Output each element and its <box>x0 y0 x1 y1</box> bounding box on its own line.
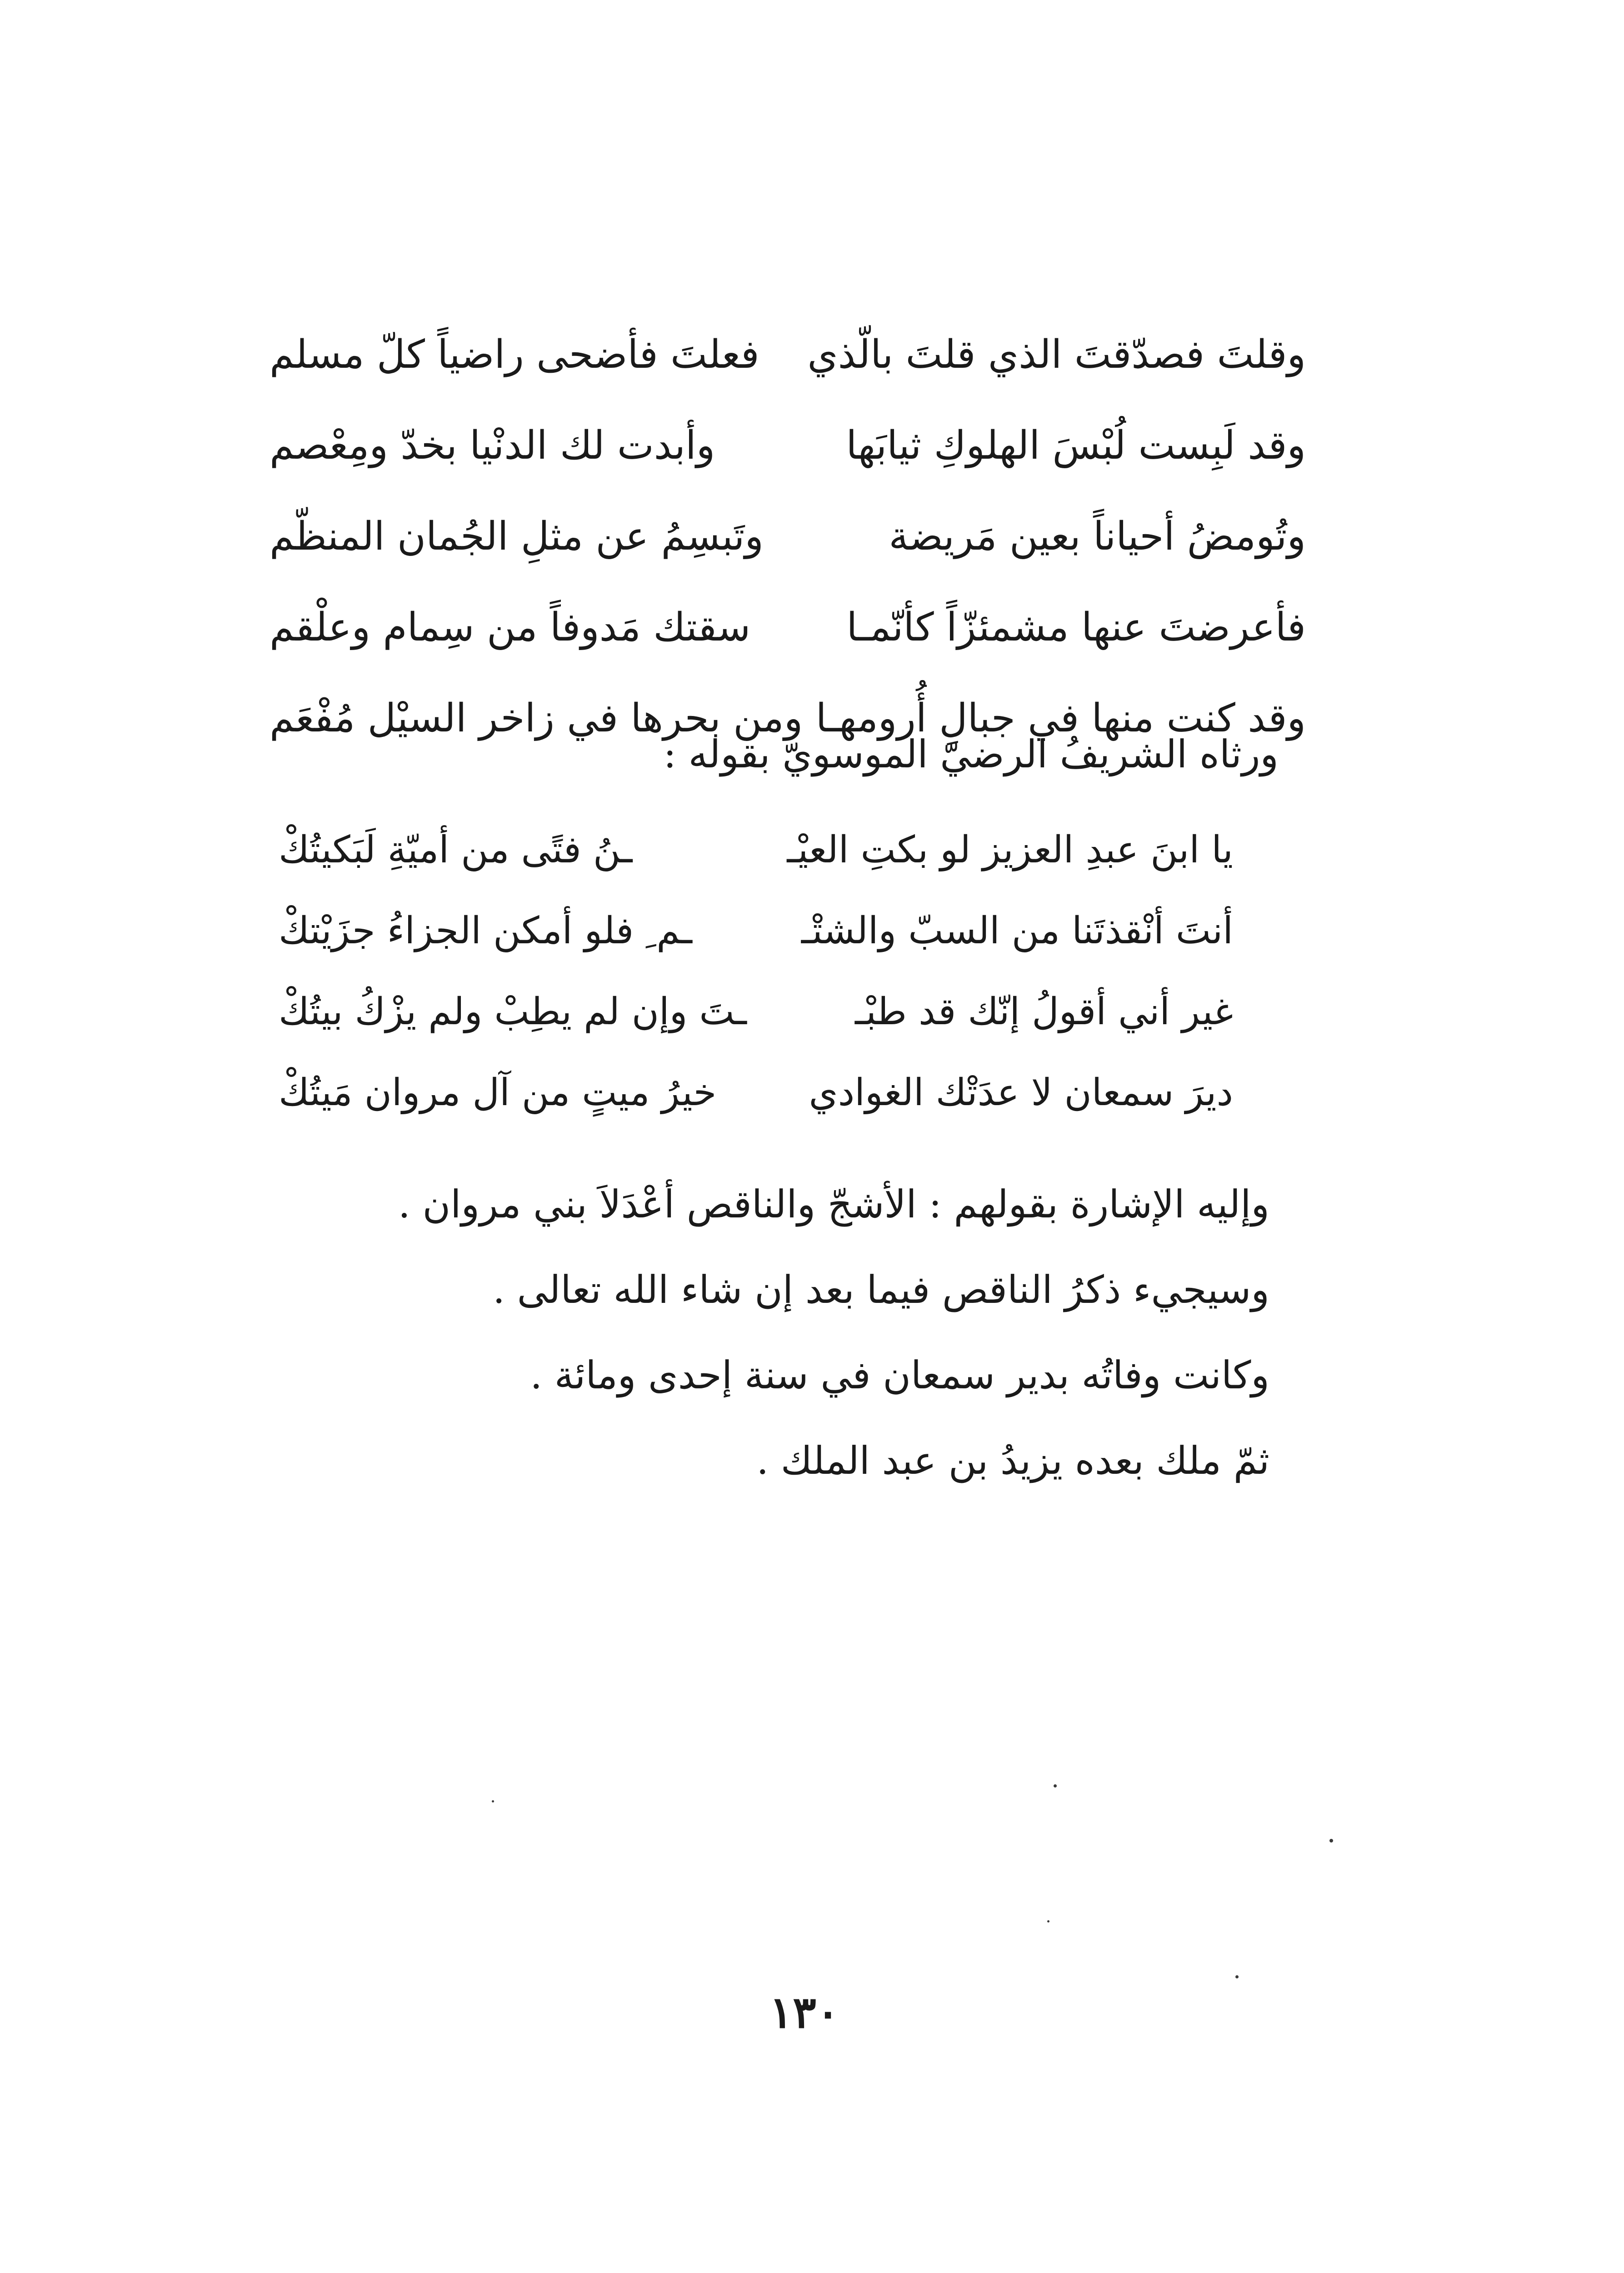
elegy-intro: ورثاه الشريفُ الرضيّ الموسويّ بقوله : <box>663 732 1279 776</box>
verse-second-hemistich: ومن بحرها في زاخر السيْل مُفْعَم <box>270 696 803 741</box>
verse-second-hemistich: سقتك مَدوفاً من سِمام وعلْقم <box>270 605 751 650</box>
scan-speck <box>492 1800 494 1802</box>
verse-first-hemistich: وقلتَ فصدّقتَ الذي قلتَ بالّذي <box>807 332 1306 377</box>
verse-first-hemistich: فأعرضتَ عنها مشمئزّاً كأنّمـا <box>846 605 1306 650</box>
verse <box>270 582 1306 673</box>
note-line: وسيجيء ذكرُ الناقص فيما بعد إن شاء الله تعالى . <box>493 1267 1269 1312</box>
verse-first-hemistich: وتُومضُ أحياناً بعين مَريضة <box>889 514 1306 559</box>
poem-1 <box>270 309 1306 764</box>
verse-first-hemistich: ديرَ سمعان لا عدَتْك الغوادي <box>809 1071 1233 1114</box>
scan-speck <box>1329 1839 1333 1842</box>
verse <box>279 1052 1233 1133</box>
scan-speck <box>1054 1784 1057 1787</box>
verse-first-hemistich: يا ابنَ عبدِ العزيز لو بكتِ العيْـ <box>787 828 1233 871</box>
page-number: ١٣٠ <box>769 1987 840 2038</box>
verse-first-hemistich: وقد لَبِست لُبْسَ الهلوكِ ثيابَها <box>846 423 1306 468</box>
note-line: ثمّ ملك بعده يزيدُ بن عبد الملك . <box>756 1438 1269 1483</box>
verse-second-hemistich: وتَبسِمُ عن مثلِ الجُمان المنظّم <box>270 514 764 559</box>
verse-second-hemistich: خيرُ ميتٍ من آل مروان مَيتُكْ <box>279 1071 717 1114</box>
scan-speck <box>1047 1920 1049 1923</box>
verse-second-hemistich: ـنُ فتًى من أميّةِ لَبَكيتُكْ <box>279 828 633 871</box>
verse <box>270 309 1306 400</box>
verse-first-hemistich: غير أني أقولُ إنّك قد طبْـ <box>854 990 1233 1033</box>
verse-second-hemistich: ـم ِ فلو أمكن الجزاءُ جزَيْتكْ <box>279 909 692 952</box>
note-line: وإليه الإشارة بقولهم : الأشجّ والناقص أعْدَلاَ بني مروان . <box>398 1182 1269 1227</box>
verse-second-hemistich: ـتَ وإن لم يطِبْ ولم يزْكُ بيتُكْ <box>279 990 747 1033</box>
verse <box>279 809 1233 890</box>
poem-2 <box>279 809 1233 1133</box>
verse-first-hemistich: أنتَ أنْقذتَنا من السبّ والشتْـ <box>801 909 1233 952</box>
closing-notes <box>398 1162 1269 1503</box>
verse <box>279 971 1233 1052</box>
verse-second-hemistich: وأبدت لك الدنْيا بخدّ ومِعْصم <box>270 423 715 468</box>
scan-speck <box>1235 1975 1239 1978</box>
verse <box>279 890 1233 971</box>
verse <box>270 491 1306 582</box>
verse <box>270 400 1306 491</box>
note-line: وكانت وفاتُه بدير سمعان في سنة إحدى ومائة . <box>530 1353 1269 1397</box>
verse-second-hemistich: فعلتَ فأضحى راضياً كلّ مسلم <box>270 332 760 377</box>
verse-first-hemistich: وقد كنت منها في جبالِ أُرومهـا <box>815 696 1306 741</box>
